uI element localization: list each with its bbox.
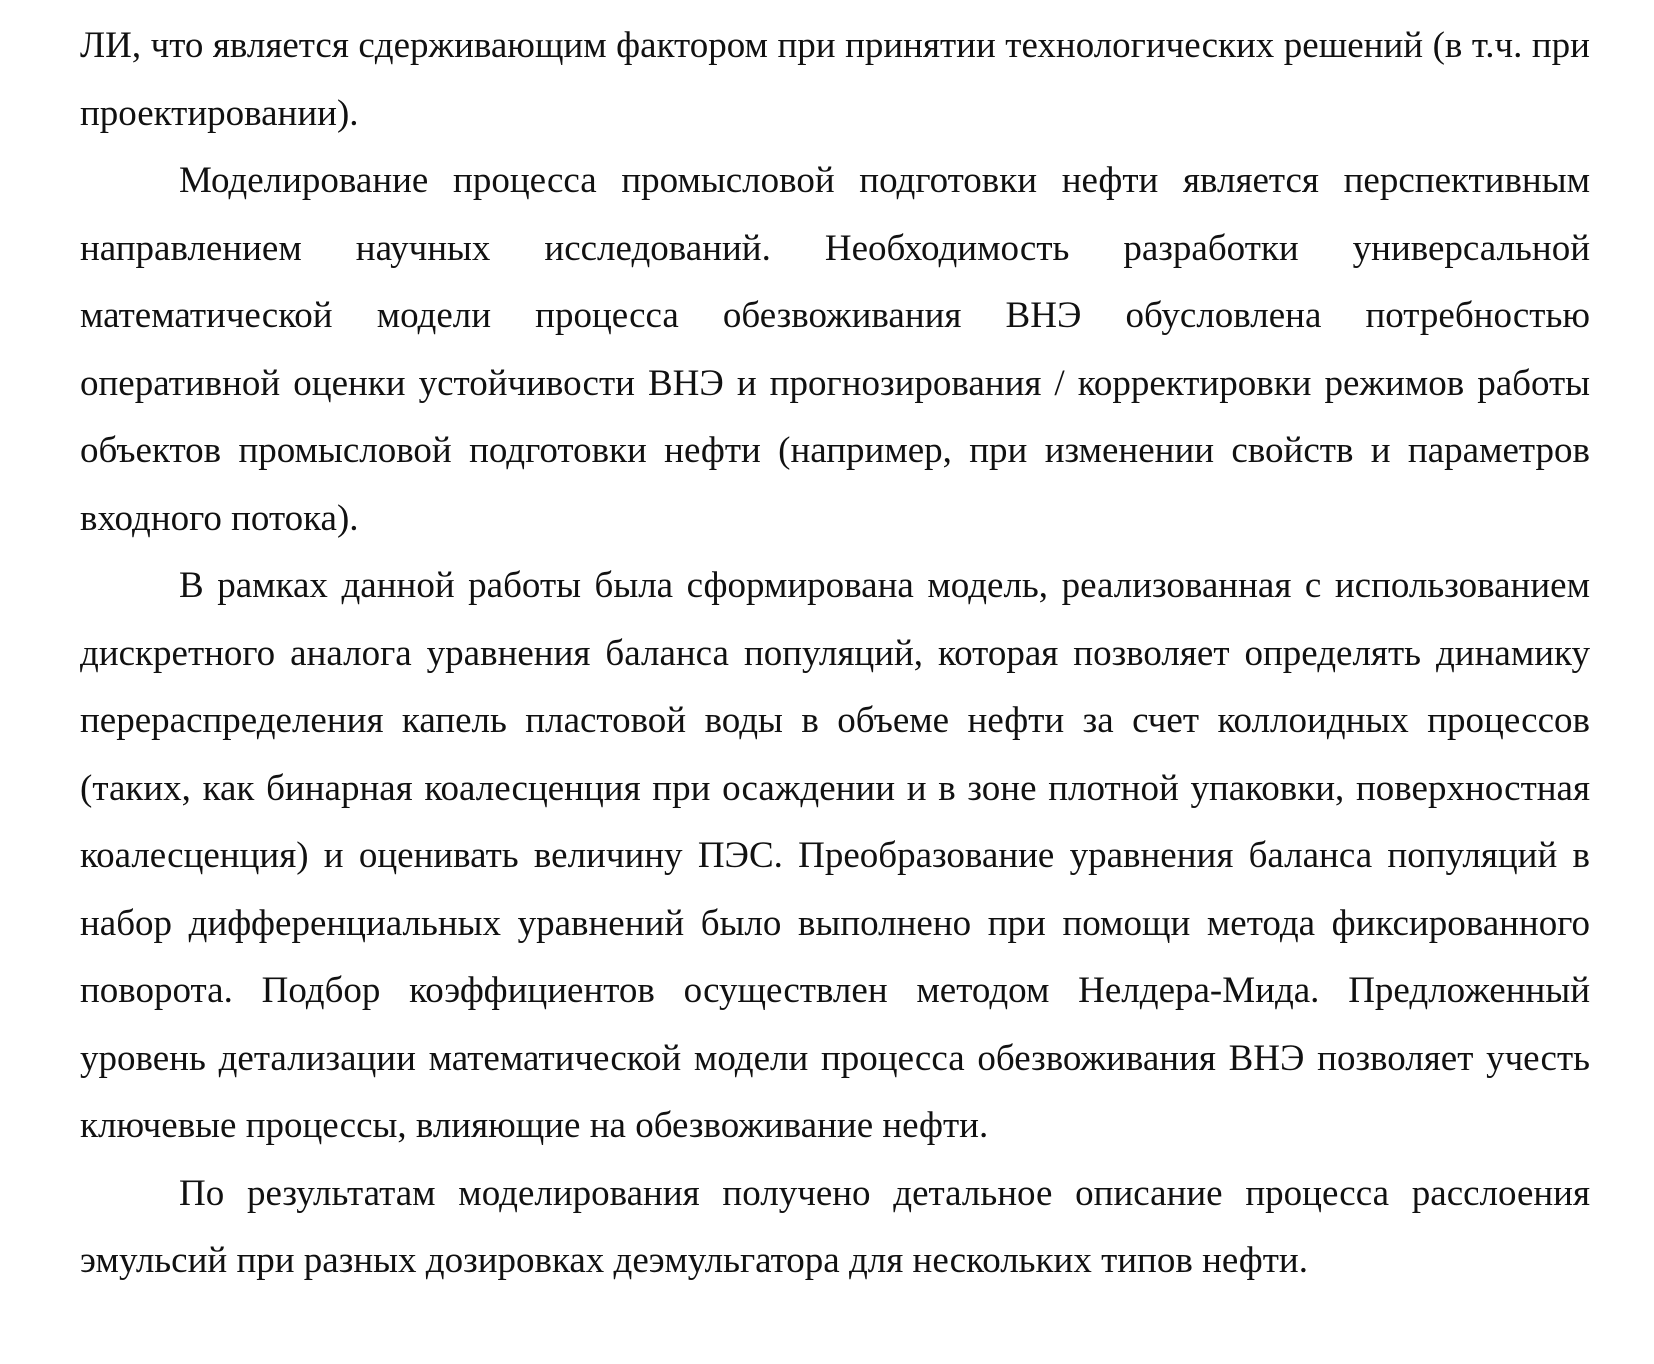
- paragraph-model-description: В рамках данной работы была сформирована модель, реализованная с использованием дискретного аналога уравнения баланса популяций, которая позволяет определять динамику перераспределения капель пластовой воды в объеме нефти за счет коллоидных процессов (таких, как бинарная коалесценция при осаждении и в зоне плотной упаковки, поверхностная коалесценция) и оценивать величину ПЭС. Преобразование уравнения баланса популяций в набор дифференциальных уравнений было выполнено при помощи метода фиксированного поворота. Подбор коэффициентов осуществлен методом Нелдера-Мида. Предложенный уровень детализации математической модели процесса обезвоживания ВНЭ позволяет учесть ключевые процессы, влияющие на обезвоживание нефти.: [80, 565, 1590, 1146]
- paragraph-continuation: ЛИ, что является сдерживающим фактором при принятии технологических решений (в т.ч. при проектировании).: [80, 25, 1590, 134]
- document-page: [80, 12, 1590, 1295]
- paragraph-results: По результатам моделирования получено детальное описание процесса расслоения эмульсий при разных дозировках деэмульгатора для нескольких типов нефти.: [80, 1172, 1590, 1281]
- paragraph-modeling-perspective: Моделирование процесса промысловой подготовки нефти является перспективным направлением научных исследований. Необходимость разработки универсальной математической модели процесса обезвоживания ВНЭ обусловлена потребностью оперативной оценки устойчивости ВНЭ и прогнозирования / корректировки режимов работы объектов промысловой подготовки нефти (например, при изменении свойств и параметров входного потока).: [80, 160, 1590, 539]
